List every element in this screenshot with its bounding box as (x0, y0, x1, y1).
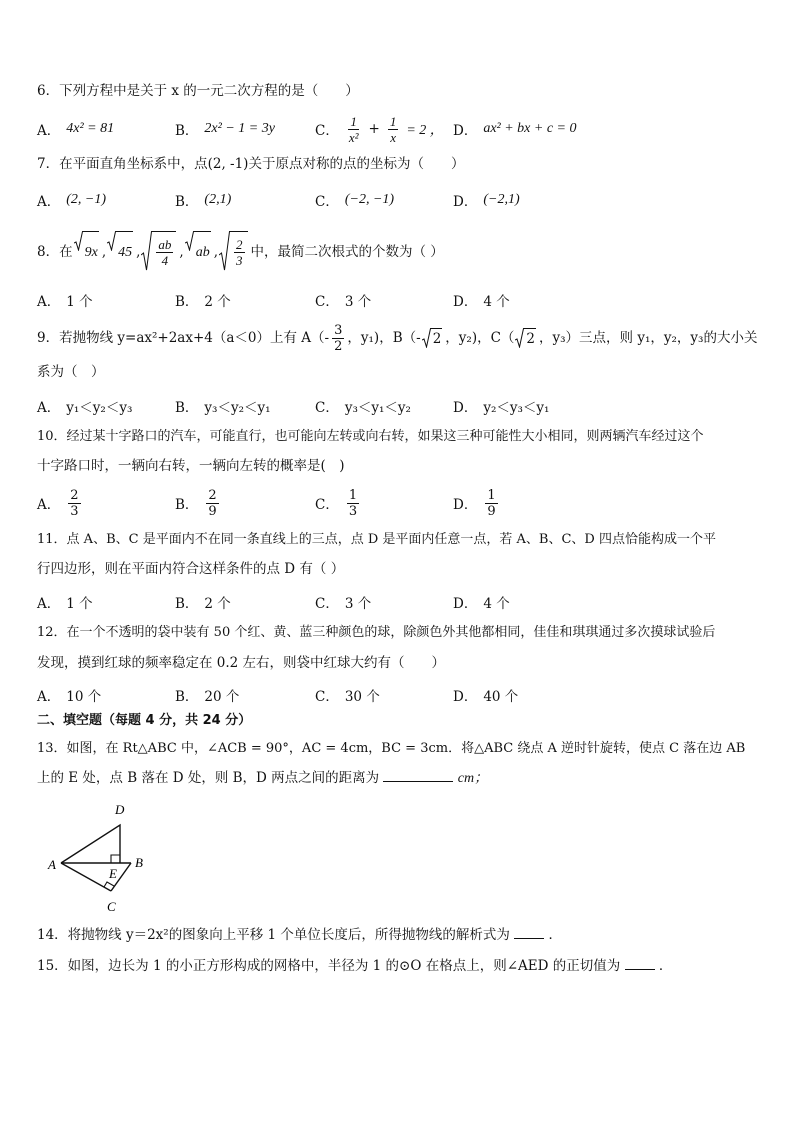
option-label: B． (175, 294, 199, 310)
fraction (156, 238, 173, 267)
option-text: (2,1) (204, 192, 232, 207)
right-angle-mark-e (111, 855, 120, 863)
q12-option-c (315, 685, 380, 705)
option-label: B． (175, 123, 199, 139)
q9-part4: ，y₃）三点，则 y₁，y₂，y₃的大小关 (539, 330, 758, 346)
option-label: D． (453, 497, 478, 513)
denominator: x (390, 129, 396, 145)
separator: , (179, 244, 184, 260)
q8-option-b (175, 290, 231, 310)
label-c: C (107, 899, 116, 914)
radical (219, 231, 248, 273)
radicand: ab (194, 231, 211, 273)
segment-ac (61, 863, 111, 891)
q15-stem (37, 957, 672, 975)
q8-stem (37, 232, 444, 272)
option-text: 4 个 (483, 596, 510, 612)
fraction (206, 489, 218, 518)
radical (74, 231, 99, 273)
q9-stem (37, 318, 757, 358)
label-a: A (48, 857, 56, 872)
q13-stem-line1: 13．如图，在 Rt△ABC 中，∠ACB = 90°，AC = 4cm，BC = 3cm．将△ABC 绕点 A 逆时针旋转，使点 C 落在边 AB (37, 741, 746, 756)
q10-options (37, 483, 774, 523)
q14-text: 14．将抛物线 y＝2x²的图象向上平移 1 个单位长度后，所得抛物线的解析式为 (37, 927, 510, 943)
option-label: B． (175, 194, 199, 210)
radical (141, 231, 176, 273)
q9-option-d (453, 396, 549, 416)
fraction (234, 238, 245, 267)
label-b: B (135, 855, 143, 870)
numerator: 3 (334, 322, 343, 338)
radicand: 2 (524, 328, 536, 348)
denominator: 9 (208, 503, 217, 519)
numerator: ab (158, 237, 172, 253)
radicand (152, 231, 176, 273)
separator: , (136, 244, 141, 260)
option-text: y₂＜y₃＜y₁ (483, 400, 550, 416)
option-label: B． (175, 689, 199, 705)
answer-blank[interactable] (383, 781, 453, 782)
q12-options (37, 685, 774, 707)
q10-stem-line2: 十字路口时，一辆向右转，一辆向左转的概率是( ) (37, 458, 345, 474)
q8-suffix: 中，最简二次根式的个数为（ ） (250, 244, 444, 260)
separator: , (213, 244, 218, 260)
radical-sign-icon (219, 231, 230, 271)
option-text: = 2 ， (406, 123, 444, 138)
radical-sign-icon (185, 231, 194, 251)
option-label: C． (315, 596, 339, 612)
option-label: C． (315, 123, 339, 139)
radicand: 2 (431, 328, 443, 348)
radical (107, 231, 133, 273)
option-text: 20 个 (204, 689, 240, 705)
option-text: 40 个 (483, 689, 519, 705)
fraction (332, 324, 344, 353)
q6-stem: 6．下列方程中是关于 x 的一元二次方程的是（ ） (37, 83, 359, 99)
q10-option-b (175, 483, 221, 523)
q6-options (37, 109, 774, 149)
radicand (230, 231, 248, 273)
q9-option-c (315, 396, 411, 416)
q9-option-a (37, 396, 132, 416)
q9-part2: ，y₁)，B（- (347, 330, 421, 346)
denominator: 3 (70, 503, 79, 519)
q13-text: 上的 E 处，点 B 落在 D 处，则 B，D 两点之间的距离为 (37, 770, 380, 786)
q11-option-d (453, 592, 510, 612)
q12-stem-line2: 发现，摸到红球的频率稳定在 0.2 左右，则袋中红球大约有（ ） (37, 655, 446, 671)
separator: , (101, 244, 107, 260)
q12-option-b (175, 685, 239, 705)
q14-stem (37, 926, 562, 944)
option-text: 2x² − 1 = 3y (204, 121, 275, 136)
numerator: 1 (389, 113, 397, 129)
option-label: A． (37, 194, 61, 210)
fraction (388, 115, 399, 144)
option-label: B． (175, 497, 199, 513)
q14-end: ． (548, 927, 562, 943)
option-label: D． (453, 194, 478, 210)
q13-triangle-figure (40, 798, 160, 918)
option-label: D． (453, 294, 478, 310)
q15-text: 15．如图，边长为 1 的小正方形构成的网格中，半径为 1 的⊙O 在格点上，则∠AED 的正切值为 (37, 958, 621, 974)
denominator: 2 (334, 338, 343, 354)
q6-option-d (453, 109, 577, 149)
q10-option-d (453, 483, 500, 523)
numerator: 1 (350, 113, 357, 129)
fraction (347, 115, 361, 144)
radicand: 45 (116, 231, 133, 273)
option-label: B． (175, 400, 199, 416)
q10-option-a (37, 483, 83, 523)
fraction (485, 489, 497, 518)
q13-stem-line2 (37, 769, 488, 788)
option-text: y₃＜y₂＜y₁ (204, 400, 271, 416)
label-d: D (115, 802, 125, 817)
q9-options (37, 396, 774, 418)
numerator: 2 (70, 487, 79, 503)
denominator: 4 (161, 253, 169, 269)
option-label: D． (453, 689, 478, 705)
option-text: y₃＜y₁＜y₂ (344, 400, 411, 416)
q8-options (37, 290, 774, 312)
fraction (347, 489, 359, 518)
q11-option-a (37, 592, 93, 612)
numerator: 2 (208, 487, 217, 503)
option-text: 4x² = 81 (66, 121, 115, 136)
q9-stem-line2: 系为（ ） (37, 364, 105, 380)
numerator: 2 (236, 237, 243, 253)
q6-option-b (175, 109, 275, 149)
q11-options (37, 592, 774, 614)
option-label: C． (315, 497, 339, 513)
q6-option-c (315, 109, 444, 149)
q7-option-c (315, 190, 394, 210)
radical-sign-icon (422, 328, 431, 348)
q13-unit: cm； (457, 771, 489, 786)
answer-blank[interactable] (514, 938, 544, 939)
option-label: A． (37, 400, 61, 416)
q11-stem-line1: 11．点 A、B、C 是平面内不在同一条直线上的三点，点 D 是平面内任意一点，若 A、B、C、D 四点恰能构成一个平 (37, 532, 716, 547)
option-label: C． (315, 400, 339, 416)
q8-option-c (315, 290, 371, 310)
q8-prefix: 8．在 (37, 244, 73, 260)
option-label: A． (37, 294, 61, 310)
numerator: 1 (348, 487, 358, 503)
q10-stem-line1: 10．经过某十字路口的汽车，可能直行，也可能向左转或向右转，如果这三种可能性大小相同，则两辆汽车经过这个 (37, 429, 704, 444)
option-text: 30 个 (344, 689, 380, 705)
q9-part1: 9．若抛物线 y=ax²+2ax+4（a＜0）上有 A（- (37, 330, 330, 346)
option-text: 1 个 (66, 294, 93, 310)
label-e: E (109, 866, 117, 881)
denominator: 3 (236, 253, 243, 269)
q12-option-a (37, 685, 101, 705)
answer-blank[interactable] (625, 969, 655, 970)
option-label: A． (37, 497, 61, 513)
option-text: (−2,1) (483, 192, 520, 207)
q7-stem: 7．在平面直角坐标系中，点(2, -1)关于原点对称的点的坐标为（ ） (37, 156, 465, 172)
numerator: 1 (487, 487, 496, 503)
q7-option-a (37, 190, 106, 210)
q7-option-d (453, 190, 520, 210)
option-label: C． (315, 294, 339, 310)
fraction (68, 489, 80, 518)
q8-option-a (37, 290, 93, 310)
q7-options (37, 190, 774, 212)
q6-option-a (37, 109, 114, 149)
radical (422, 328, 443, 348)
option-label: C． (315, 194, 339, 210)
q15-end: ． (658, 958, 673, 974)
q12-option-d (453, 685, 518, 705)
option-text: (2, −1) (66, 192, 107, 207)
radical-sign-icon (141, 231, 152, 271)
radical-sign-icon (515, 328, 524, 348)
option-label: A． (37, 596, 61, 612)
plus-sign: + (368, 121, 380, 137)
q9-part3: ，y₂)，C（ (445, 330, 515, 346)
denominator: 3 (348, 503, 358, 519)
option-text: 1 个 (66, 596, 93, 612)
option-label: A． (37, 123, 61, 139)
option-text: (−2, −1) (344, 192, 395, 207)
radicand: 9x (83, 231, 99, 273)
option-text: ax² + bx + c = 0 (483, 121, 577, 136)
q11-stem-line2: 行四边形，则在平面内符合这样条件的点 D 有（ ） (37, 561, 345, 577)
option-text: 2 个 (204, 596, 231, 612)
q9-option-b (175, 396, 271, 416)
option-label: A． (37, 689, 61, 705)
option-label: D． (453, 123, 478, 139)
option-text: 2 个 (204, 294, 231, 310)
option-label: B． (175, 596, 199, 612)
radical (515, 328, 536, 348)
radical-sign-icon (74, 231, 83, 251)
section-heading: 二、填空题（每题 4 分，共 24 分） (37, 713, 252, 728)
option-text: 3 个 (344, 294, 372, 310)
q7-option-b (175, 190, 231, 210)
radical-sign-icon (107, 231, 116, 251)
option-label: D． (453, 596, 478, 612)
denominator: 9 (487, 503, 496, 519)
q10-option-c (315, 483, 361, 523)
right-angle-mark-c (104, 882, 114, 887)
option-label: D． (453, 400, 478, 416)
option-text: 3 个 (344, 596, 372, 612)
radical (185, 231, 211, 273)
option-text: y₁＜y₂＜y₃ (66, 400, 133, 416)
q8-option-d (453, 290, 510, 310)
option-text: 4 个 (483, 294, 510, 310)
option-label: C． (315, 689, 339, 705)
q11-option-c (315, 592, 371, 612)
q11-option-b (175, 592, 231, 612)
denominator: x² (348, 129, 359, 145)
q12-stem-line1: 12．在一个不透明的袋中装有 50 个红、黄、蓝三种颜色的球，除颜色外其他都相同，佳佳和琪琪通过多次摸球试验后 (37, 625, 716, 640)
option-text: 10 个 (66, 689, 102, 705)
